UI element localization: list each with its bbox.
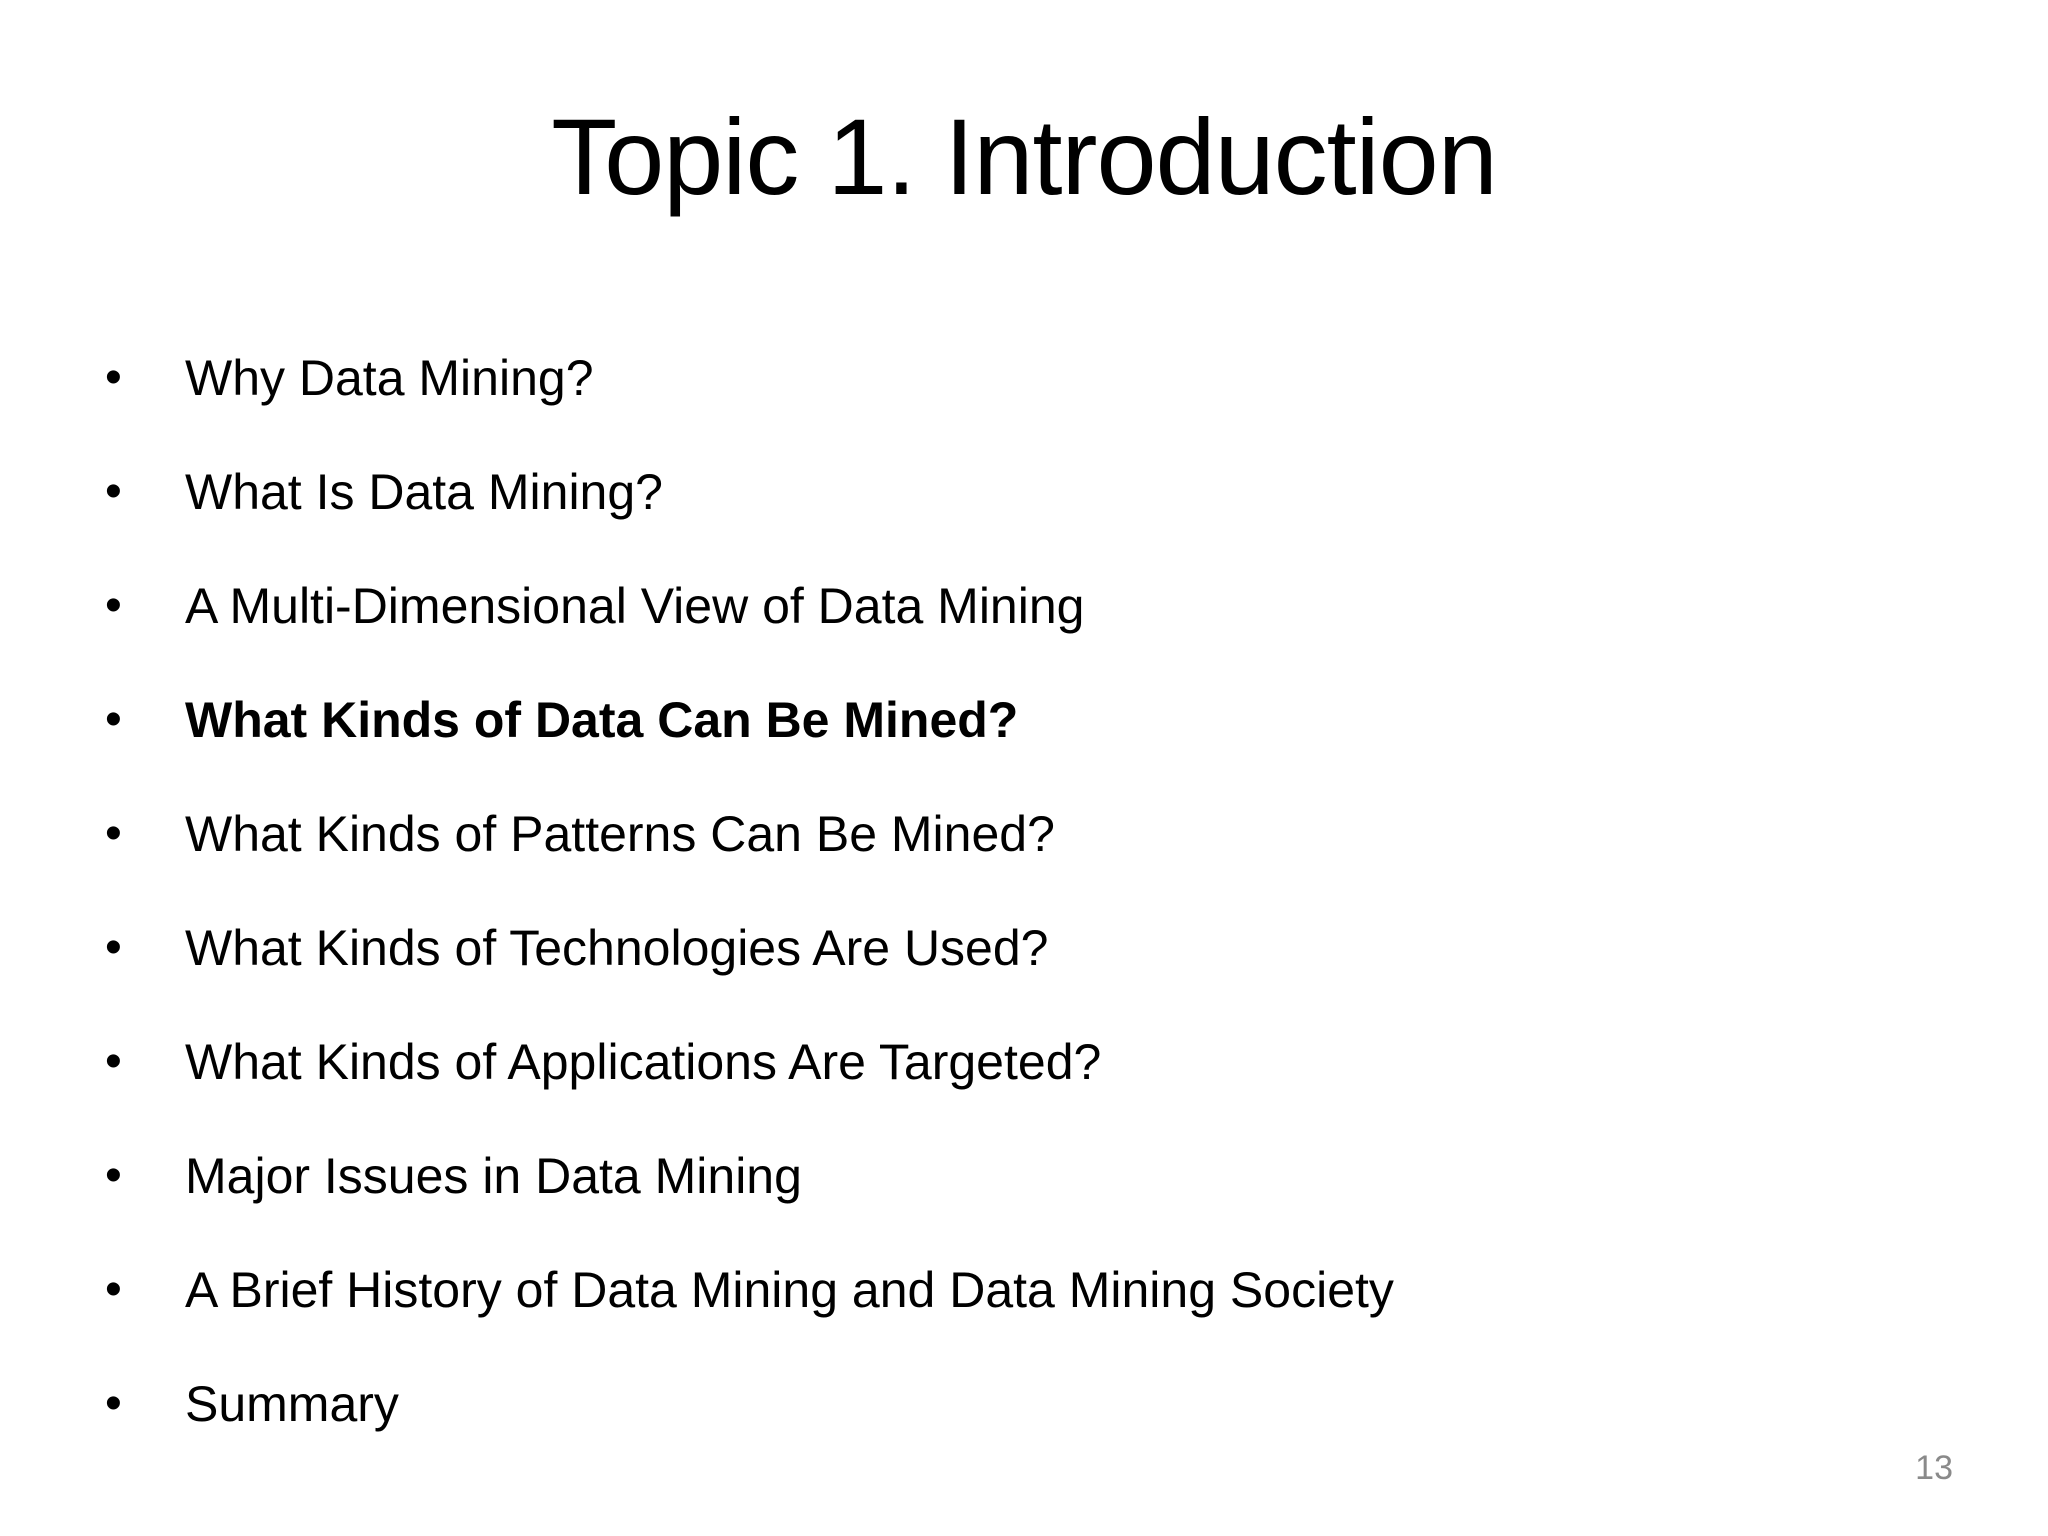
- bullet-icon: •: [105, 579, 122, 632]
- bullet-icon: •: [105, 465, 122, 518]
- bullet-text: Summary: [185, 1376, 399, 1432]
- bullet-text: Why Data Mining?: [185, 350, 594, 406]
- bullet-item-major-issues: [105, 1146, 1905, 1260]
- bullet-item-multidimensional-view: [105, 576, 1905, 690]
- bullet-icon: •: [105, 921, 122, 974]
- bullet-item-summary: [105, 1374, 1905, 1488]
- bullet-text-current-topic: What Kinds of Data Can Be Mined?: [185, 692, 1019, 748]
- bullet-list: [105, 348, 1905, 1488]
- bullet-icon: •: [105, 1377, 122, 1430]
- bullet-text: What Kinds of Applications Are Targeted?: [185, 1034, 1102, 1090]
- bullet-icon: •: [105, 693, 122, 746]
- bullet-item-why-data-mining: [105, 348, 1905, 462]
- bullet-text: A Multi-Dimensional View of Data Mining: [185, 578, 1085, 634]
- bullet-item-kinds-of-patterns: [105, 804, 1905, 918]
- slide-page-number: 13: [1915, 1449, 1953, 1487]
- bullet-text: What Kinds of Technologies Are Used?: [185, 920, 1049, 976]
- bullet-item-kinds-of-applications: [105, 1032, 1905, 1146]
- bullet-text: What Is Data Mining?: [185, 464, 663, 520]
- slide-title: Topic 1. Introduction: [551, 96, 1497, 217]
- bullet-item-kinds-of-data: [105, 690, 1905, 804]
- bullet-icon: •: [105, 351, 122, 404]
- bullet-item-kinds-of-technologies: [105, 918, 1905, 1032]
- bullet-icon: •: [105, 1149, 122, 1202]
- bullet-text: A Brief History of Data Mining and Data Mining Society: [185, 1262, 1394, 1318]
- bullet-text: Major Issues in Data Mining: [185, 1148, 802, 1204]
- bullet-icon: •: [105, 1035, 122, 1088]
- bullet-icon: •: [105, 1263, 122, 1316]
- bullet-item-what-is-data-mining: [105, 462, 1905, 576]
- bullet-icon: •: [105, 807, 122, 860]
- bullet-text: What Kinds of Patterns Can Be Mined?: [185, 806, 1055, 862]
- bullet-item-brief-history: [105, 1260, 1905, 1374]
